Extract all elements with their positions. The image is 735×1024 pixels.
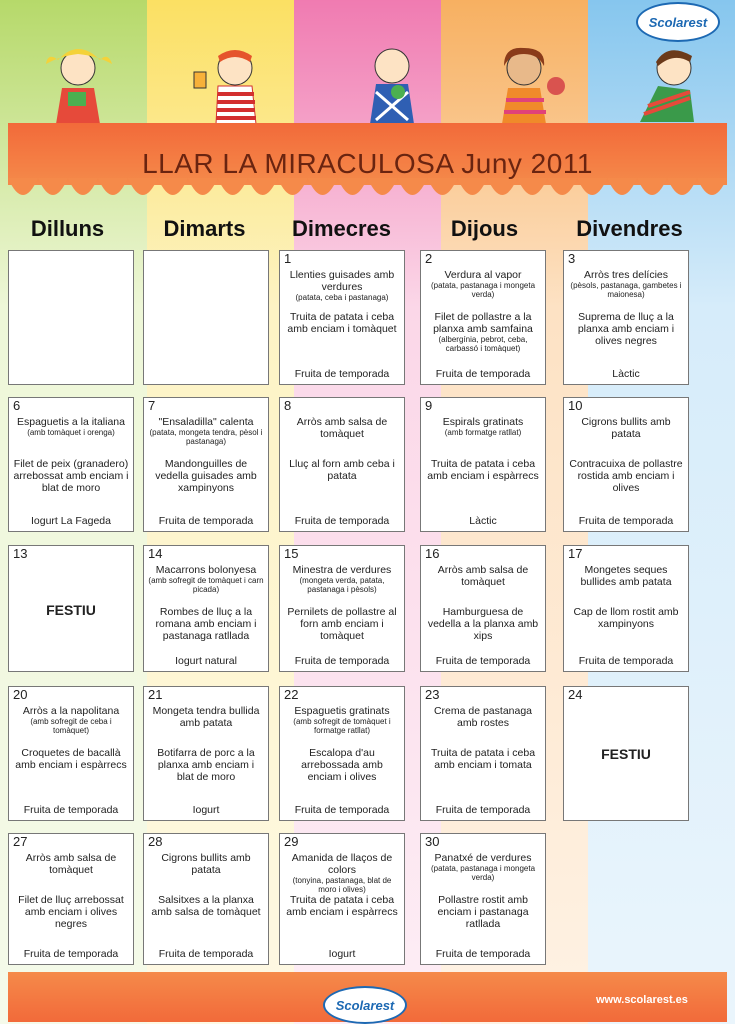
kid-illustration-3 [352, 42, 432, 124]
day-header-monday: Dilluns [30, 216, 105, 241]
holiday-label: FESTIU [601, 746, 651, 763]
second-course: Truita de patata i ceba amb enciam i tomàquet [287, 311, 397, 335]
dessert: Fruita de temporada [158, 948, 254, 960]
first-course: Mongeta tendra bullida amb patata [152, 705, 260, 729]
dessert: Fruita de temporada [578, 515, 674, 527]
day-number: 7 [148, 398, 156, 413]
day-cell [279, 397, 405, 532]
day-number: 28 [148, 834, 163, 849]
day-number: 10 [568, 398, 583, 413]
day-cell [143, 545, 269, 672]
dessert: Fruita de temporada [435, 948, 531, 960]
banner-scallop [8, 178, 727, 196]
first-course: Cigrons bullits amb patata [161, 852, 251, 876]
first-course: Llenties guisades amb verdures [289, 269, 395, 293]
holiday-label: FESTIU [46, 601, 96, 618]
dessert: Fruita de temporada [435, 655, 531, 667]
first-course: Crema de pastanaga amb rostes [433, 705, 533, 729]
dessert: Fruita de temporada [294, 804, 390, 816]
first-course-detail: (amb tomàquet i orenga) [27, 428, 115, 437]
second-course: Salsitxes a la planxa amb salsa de tomàquet [151, 894, 261, 918]
dessert: Làctic [612, 368, 640, 380]
second-course: Filet de peix (granadero) arrebossat amb enciam i blat de moro [13, 458, 129, 494]
day-number: 23 [425, 687, 440, 702]
day-cell [420, 397, 546, 532]
first-course: Arròs amb salsa de tomàquet [296, 416, 388, 440]
day-cell [279, 686, 405, 821]
first-course: Arròs amb salsa de tomàquet [437, 564, 529, 588]
dessert: Fruita de temporada [294, 368, 390, 380]
day-cell [143, 397, 269, 532]
dessert: Iogurt La Fageda [31, 515, 111, 527]
day-cell [279, 545, 405, 672]
second-course: Rombes de lluç a la romana amb enciam i pastanaga ratllada [155, 606, 257, 642]
day-header-wednesday: Dimecres [291, 216, 392, 241]
first-course: Arròs amb salsa de tomàquet [25, 852, 117, 876]
dessert: Fruita de temporada [435, 804, 531, 816]
day-header-tuesday: Dimarts [163, 216, 246, 241]
first-course-detail: (amb sofregit de tomàquet i carn picada) [148, 576, 264, 594]
day-cell [563, 686, 689, 821]
second-course: Truita de patata i ceba amb enciam i tomata [430, 747, 536, 771]
second-course: Truita de patata i ceba amb enciam i espàrrecs [427, 458, 539, 482]
day-cell [143, 833, 269, 965]
day-number: 2 [425, 251, 433, 266]
day-cell [420, 545, 546, 672]
day-cell [563, 545, 689, 672]
dessert: Làctic [469, 515, 497, 527]
dessert: Fruita de temporada [294, 515, 390, 527]
day-cell [420, 686, 546, 821]
kid-illustration-5 [628, 42, 708, 124]
day-number: 29 [284, 834, 299, 849]
second-course: Contracuixa de pollastre rostida amb enciam i olives [569, 458, 683, 494]
day-number: 3 [568, 251, 576, 266]
first-course: Cigrons bullits amb patata [581, 416, 671, 440]
first-course-detail: (patata, pastanaga i mongeta verda) [430, 864, 536, 882]
dessert: Fruita de temporada [294, 655, 390, 667]
first-course: Arròs a la napolitana [22, 705, 120, 717]
dessert: Fruita de temporada [23, 804, 119, 816]
first-course-detail: (tonyina, pastanaga, blat de moro i olives) [292, 876, 392, 894]
second-course-detail: (albergínia, pebrot, ceba, carbassó i tomàquet) [438, 335, 528, 353]
first-course: Espaguetis gratinats [294, 705, 390, 717]
dessert: Iogurt [328, 948, 356, 960]
scolarest-logo-bottom: Scolarest [323, 986, 407, 1024]
first-course: Panatxé de verdures [434, 852, 532, 864]
first-course-detail: (amb formatge ratllat) [444, 428, 522, 437]
first-course: "Ensaladilla" calenta [158, 416, 254, 428]
second-course: Truita de patata i ceba amb enciam i espàrrecs [286, 894, 398, 918]
kid-illustration-4 [488, 42, 568, 124]
kid-illustration-1 [38, 42, 118, 124]
kid-illustration-2 [190, 42, 270, 124]
day-cell [420, 250, 546, 385]
day-number: 6 [13, 398, 21, 413]
day-cell [8, 686, 134, 821]
dessert: Iogurt [192, 804, 220, 816]
day-number: 30 [425, 834, 440, 849]
day-cell [279, 250, 405, 385]
dessert: Fruita de temporada [435, 368, 531, 380]
second-course: Hamburguesa de vedella a la planxa amb xips [427, 606, 539, 642]
day-number: 16 [425, 546, 440, 561]
second-course: Botifarra de porc a la planxa amb enciam i blat de moro [157, 747, 255, 783]
second-course: Mandonguilles de vedella guisades amb xampinyons [155, 458, 257, 494]
first-course-detail: (patata, pastanaga i mongeta verda) [430, 281, 536, 299]
second-course: Cap de llom rostit amb xampinyons [573, 606, 679, 630]
first-course: Macarrons bolonyesa [155, 564, 257, 576]
day-number: 8 [284, 398, 292, 413]
second-course: Filet de pollastre a la planxa amb samfaina [433, 311, 533, 335]
day-cell [8, 545, 134, 672]
first-course-detail: (patata, ceba i pastanaga) [295, 293, 389, 302]
dessert: Iogurt natural [175, 655, 237, 667]
day-number: 14 [148, 546, 163, 561]
page-title: LLAR LA MIRACULOSA Juny 2011 [142, 148, 593, 179]
second-course: Suprema de lluç a la planxa amb enciam i olives negres [577, 311, 675, 347]
second-course: Pollastre rostit amb enciam i pastanaga ratllada [437, 894, 529, 930]
day-cell [420, 833, 546, 965]
first-course-detail: (patata, mongeta tendra, pèsol i pastanaga) [149, 428, 263, 446]
first-course: Arròs tres delícies [583, 269, 669, 281]
first-course: Mongetes seques bullides amb patata [580, 564, 672, 588]
second-course: Pernilets de pollastre al forn amb enciam i tomàquet [287, 606, 397, 642]
day-cell [563, 397, 689, 532]
website-link[interactable]: www.scolarest.es [596, 994, 688, 1006]
first-course: Verdura al vapor [444, 269, 522, 281]
first-course-detail: (amb sofregit de tomàquet i formatge ratllat) [293, 717, 391, 735]
second-course: Croquetes de bacallà amb enciam i espàrrecs [15, 747, 127, 771]
second-course: Lluç al forn amb ceba i patata [289, 458, 395, 482]
dessert: Fruita de temporada [578, 655, 674, 667]
first-course: Amanida de llaços de colors [291, 852, 393, 876]
first-course: Espirals gratinats [442, 416, 524, 428]
day-number: 17 [568, 546, 583, 561]
day-number: 22 [284, 687, 299, 702]
day-cell [8, 833, 134, 965]
scolarest-logo-top: Scolarest [636, 2, 720, 42]
second-course: Escalopa d'au arrebossada amb enciam i olives [301, 747, 383, 783]
day-number: 24 [568, 687, 583, 702]
second-course: Filet de lluç arrebossat amb enciam i olives negres [18, 894, 124, 930]
dessert: Fruita de temporada [158, 515, 254, 527]
first-course-detail: (pèsols, pastanaga, gambetes i maionesa) [570, 281, 682, 299]
day-cell [143, 686, 269, 821]
first-course-detail: (mongeta verda, patata, pastanaga i pèsols) [299, 576, 385, 594]
day-cell [8, 397, 134, 532]
day-cell [279, 833, 405, 965]
first-course: Minestra de verdures [292, 564, 392, 576]
day-number: 20 [13, 687, 28, 702]
day-header-thursday: Dijous [450, 216, 519, 241]
day-number: 1 [284, 251, 292, 266]
day-number: 9 [425, 398, 433, 413]
day-cell [8, 250, 134, 385]
day-number: 21 [148, 687, 163, 702]
day-number: 13 [13, 546, 28, 561]
first-course-detail: (amb sofregit de ceba i tomàquet) [30, 717, 112, 735]
day-number: 27 [13, 834, 28, 849]
first-course: Espaguetis a la italiana [17, 416, 125, 428]
day-cell [143, 250, 269, 385]
day-cell [563, 250, 689, 385]
dessert: Fruita de temporada [23, 948, 119, 960]
day-number: 15 [284, 546, 299, 561]
day-header-friday: Divendres [576, 216, 683, 241]
